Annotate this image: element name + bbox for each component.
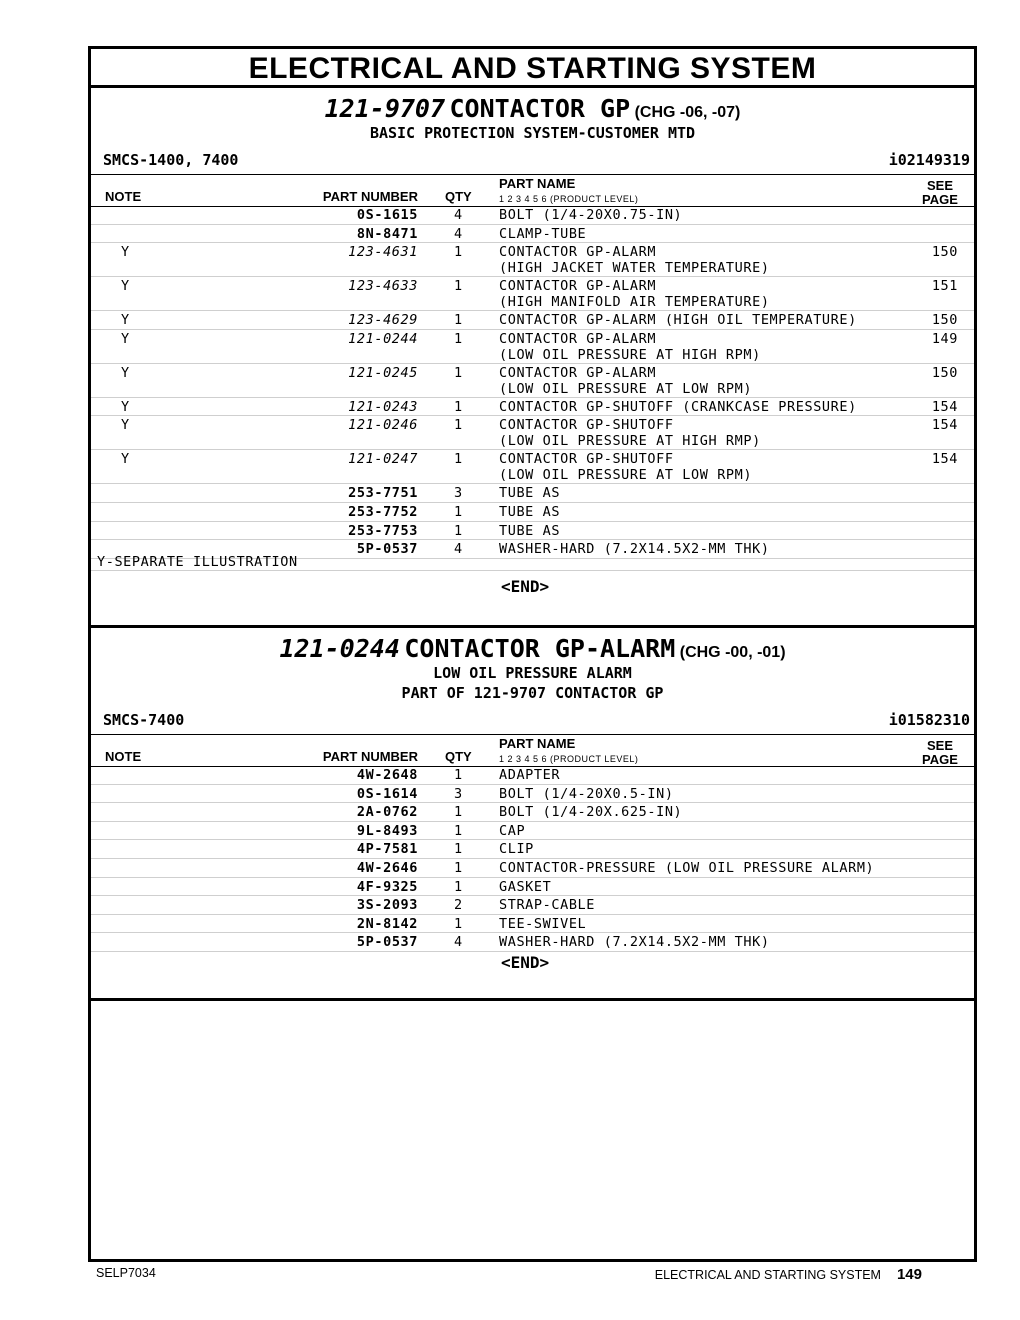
row-part-name: CONTACTOR GP-ALARM (HIGH JACKET WATER TEMPERATURE) xyxy=(499,244,770,277)
parts-table-body xyxy=(91,766,974,952)
row-part-number: 9L-8493 xyxy=(356,822,418,839)
row-part-name: CONTACTOR-PRESSURE (LOW OIL PRESSURE ALARM) xyxy=(499,859,875,876)
row-part-number: 5P-0537 xyxy=(356,934,418,951)
row-part-number: 253-7751 xyxy=(348,485,418,502)
group-title xyxy=(91,94,974,123)
table-row xyxy=(91,450,974,484)
row-part-number: 4F-9325 xyxy=(356,878,418,895)
parts-section-2 xyxy=(91,628,974,1001)
row-qty: 1 xyxy=(454,841,463,858)
row-qty: 4 xyxy=(454,934,463,951)
table-row xyxy=(91,933,974,952)
row-part-name: CONTACTOR GP-SHUTOFF (CRANKCASE PRESSURE) xyxy=(499,398,857,415)
row-qty: 4 xyxy=(454,207,463,223)
row-part-name: CONTACTOR GP-ALARM (HIGH MANIFOLD AIR TEMPERATURE) xyxy=(499,278,770,311)
table-row xyxy=(91,766,974,785)
row-qty: 4 xyxy=(454,541,463,558)
table-row xyxy=(91,896,974,915)
page-number: 149 xyxy=(896,1266,922,1283)
header-product-levels: 1 2 3 4 5 6 (PRODUCT LEVEL) xyxy=(499,194,639,204)
table-row xyxy=(91,206,974,225)
group-name: CONTACTOR GP-ALARM xyxy=(404,634,676,663)
row-part-number: 3S-2093 xyxy=(356,897,418,914)
row-see-page: 154 xyxy=(931,417,958,434)
table-row xyxy=(91,484,974,503)
change-level: (CHG -00, -01) xyxy=(679,644,786,661)
row-part-number: 253-7753 xyxy=(348,522,418,539)
row-part-name: BOLT (1/4-20X0.5-IN) xyxy=(499,785,674,802)
row-part-number: 0S-1614 xyxy=(356,785,418,802)
parts-table-body xyxy=(91,206,974,559)
row-see-page: 149 xyxy=(931,330,958,347)
row-part-name: WASHER-HARD (7.2X14.5X2-MM THK) xyxy=(499,541,770,558)
row-part-name: CONTACTOR GP-ALARM (LOW OIL PRESSURE AT LOW RPM) xyxy=(499,364,753,397)
table-header xyxy=(91,174,974,207)
row-part-number: 2A-0762 xyxy=(356,804,418,821)
row-part-name: CONTACTOR GP-SHUTOFF (LOW OIL PRESSURE AT LOW RPM) xyxy=(499,451,753,484)
group-subtitle: BASIC PROTECTION SYSTEM-CUSTOMER MTD xyxy=(369,124,696,142)
table-row xyxy=(91,522,974,541)
row-part-name: CLAMP-TUBE xyxy=(499,225,587,242)
row-see-page: 151 xyxy=(931,278,958,295)
header-part-number: PART NUMBER xyxy=(322,749,418,764)
row-part-name: BOLT (1/4-20X0.75-IN) xyxy=(499,207,683,223)
row-part-number: 5P-0537 xyxy=(356,541,418,558)
row-qty: 1 xyxy=(454,522,463,539)
table-row xyxy=(91,330,974,364)
row-note: Y xyxy=(121,278,130,295)
header-part-name: PART NAME xyxy=(499,176,576,191)
row-part-name: CAP xyxy=(499,822,526,839)
change-level: (CHG -06, -07) xyxy=(634,104,741,121)
row-qty: 1 xyxy=(454,804,463,821)
group-title xyxy=(91,634,974,663)
table-header xyxy=(91,734,974,767)
row-qty: 1 xyxy=(454,244,463,261)
table-row xyxy=(91,859,974,878)
row-qty: 1 xyxy=(454,398,463,415)
row-part-number: 121-0246 xyxy=(348,417,418,434)
footer-doc-id: SELP7034 xyxy=(96,1266,156,1280)
table-row xyxy=(91,311,974,330)
row-qty: 1 xyxy=(454,878,463,895)
row-part-name: CONTACTOR GP-ALARM (LOW OIL PRESSURE AT HIGH RPM) xyxy=(499,330,761,363)
row-divider xyxy=(91,570,974,571)
row-part-number: 2N-8142 xyxy=(356,915,418,932)
row-note: Y xyxy=(121,312,130,329)
table-row xyxy=(91,822,974,841)
row-note: Y xyxy=(121,244,130,261)
table-row xyxy=(91,915,974,934)
table-row xyxy=(91,503,974,522)
group-subtitle: PART OF 121-9707 CONTACTOR GP xyxy=(401,684,664,702)
row-part-name: TUBE AS xyxy=(499,503,561,520)
footer-section xyxy=(655,1266,922,1283)
group-number: 121-0244 xyxy=(279,634,400,663)
row-see-page: 150 xyxy=(931,312,958,329)
table-row xyxy=(91,803,974,822)
row-qty: 2 xyxy=(454,897,463,914)
row-part-name: TUBE AS xyxy=(499,522,561,539)
table-row xyxy=(91,840,974,859)
illustration-id: i02149319 xyxy=(888,151,970,169)
row-part-number: 123-4633 xyxy=(348,278,418,295)
row-qty: 1 xyxy=(454,859,463,876)
row-part-name: ADAPTER xyxy=(499,767,561,783)
header-part-name: PART NAME xyxy=(499,736,576,751)
row-part-name: CONTACTOR GP-ALARM (HIGH OIL TEMPERATURE) xyxy=(499,312,857,329)
row-part-number: 4P-7581 xyxy=(356,841,418,858)
table-row xyxy=(91,416,974,450)
smcs-code: SMCS-1400, 7400 xyxy=(103,151,239,169)
row-note: Y xyxy=(121,417,130,434)
row-see-page: 150 xyxy=(931,244,958,261)
row-part-name: BOLT (1/4-20X.625-IN) xyxy=(499,804,683,821)
table-row xyxy=(91,785,974,804)
header-part-number: PART NUMBER xyxy=(322,189,418,204)
row-qty: 1 xyxy=(454,312,463,329)
smcs-code: SMCS-7400 xyxy=(103,711,185,729)
end-marker: <END> xyxy=(501,577,550,596)
row-part-number: 0S-1615 xyxy=(356,207,418,223)
table-row xyxy=(91,243,974,277)
row-part-name: GASKET xyxy=(499,878,552,895)
row-part-name: WASHER-HARD (7.2X14.5X2-MM THK) xyxy=(499,934,770,951)
header-note: NOTE xyxy=(105,749,142,764)
row-qty: 1 xyxy=(454,451,463,468)
footer-section-title: ELECTRICAL AND STARTING SYSTEM xyxy=(654,1268,881,1282)
row-see-page: 154 xyxy=(931,451,958,468)
group-subtitle: LOW OIL PRESSURE ALARM xyxy=(433,664,632,682)
row-qty: 1 xyxy=(454,822,463,839)
row-note: Y xyxy=(121,330,130,347)
group-number: 121-9707 xyxy=(324,94,446,123)
row-part-name: TEE-SWIVEL xyxy=(499,915,587,932)
group-name: CONTACTOR GP xyxy=(449,94,631,123)
header-qty: QTY xyxy=(445,189,472,204)
row-qty: 1 xyxy=(454,915,463,932)
table-row xyxy=(91,364,974,398)
row-qty: 1 xyxy=(454,503,463,520)
row-part-number: 123-4631 xyxy=(348,244,418,261)
row-qty: 1 xyxy=(454,364,463,381)
row-part-number: 4W-2646 xyxy=(356,859,418,876)
row-part-number: 121-0244 xyxy=(348,330,418,347)
header-qty: QTY xyxy=(445,749,472,764)
table-row xyxy=(91,398,974,417)
illustration-id: i01582310 xyxy=(888,711,970,729)
row-qty: 4 xyxy=(454,225,463,242)
row-part-number: 8N-8471 xyxy=(356,225,418,242)
row-part-name: TUBE AS xyxy=(499,485,561,502)
row-part-number: 121-0247 xyxy=(348,451,418,468)
row-see-page: 150 xyxy=(931,364,958,381)
header-see-page: SEE PAGE xyxy=(922,738,958,767)
table-row xyxy=(91,878,974,897)
table-row xyxy=(91,277,974,311)
row-part-name: STRAP-CABLE xyxy=(499,897,596,914)
row-part-number: 253-7752 xyxy=(348,503,418,520)
row-qty: 1 xyxy=(454,330,463,347)
row-qty: 1 xyxy=(454,767,463,783)
header-product-levels: 1 2 3 4 5 6 (PRODUCT LEVEL) xyxy=(499,754,639,764)
header-note: NOTE xyxy=(105,189,142,204)
parts-section-1 xyxy=(91,88,974,628)
row-see-page: 154 xyxy=(931,398,958,415)
row-qty: 3 xyxy=(454,785,463,802)
row-note: Y xyxy=(121,451,130,468)
row-part-number: 121-0243 xyxy=(348,398,418,415)
row-qty: 3 xyxy=(454,485,463,502)
end-marker: <END> xyxy=(501,953,550,972)
row-part-number: 121-0245 xyxy=(348,364,418,381)
table-footnote: Y-SEPARATE ILLUSTRATION xyxy=(97,554,298,570)
row-part-number: 123-4629 xyxy=(348,312,418,329)
row-note: Y xyxy=(121,398,130,415)
row-qty: 1 xyxy=(454,417,463,434)
page-frame xyxy=(88,46,977,1262)
row-qty: 1 xyxy=(454,278,463,295)
row-part-name: CLIP xyxy=(499,841,534,858)
table-row xyxy=(91,225,974,244)
row-part-name: CONTACTOR GP-SHUTOFF (LOW OIL PRESSURE AT HIGH RMP) xyxy=(499,417,761,450)
header-see-page: SEE PAGE xyxy=(922,178,958,207)
row-note: Y xyxy=(121,364,130,381)
page-title: ELECTRICAL AND STARTING SYSTEM xyxy=(91,49,974,88)
row-part-number: 4W-2648 xyxy=(356,767,418,783)
